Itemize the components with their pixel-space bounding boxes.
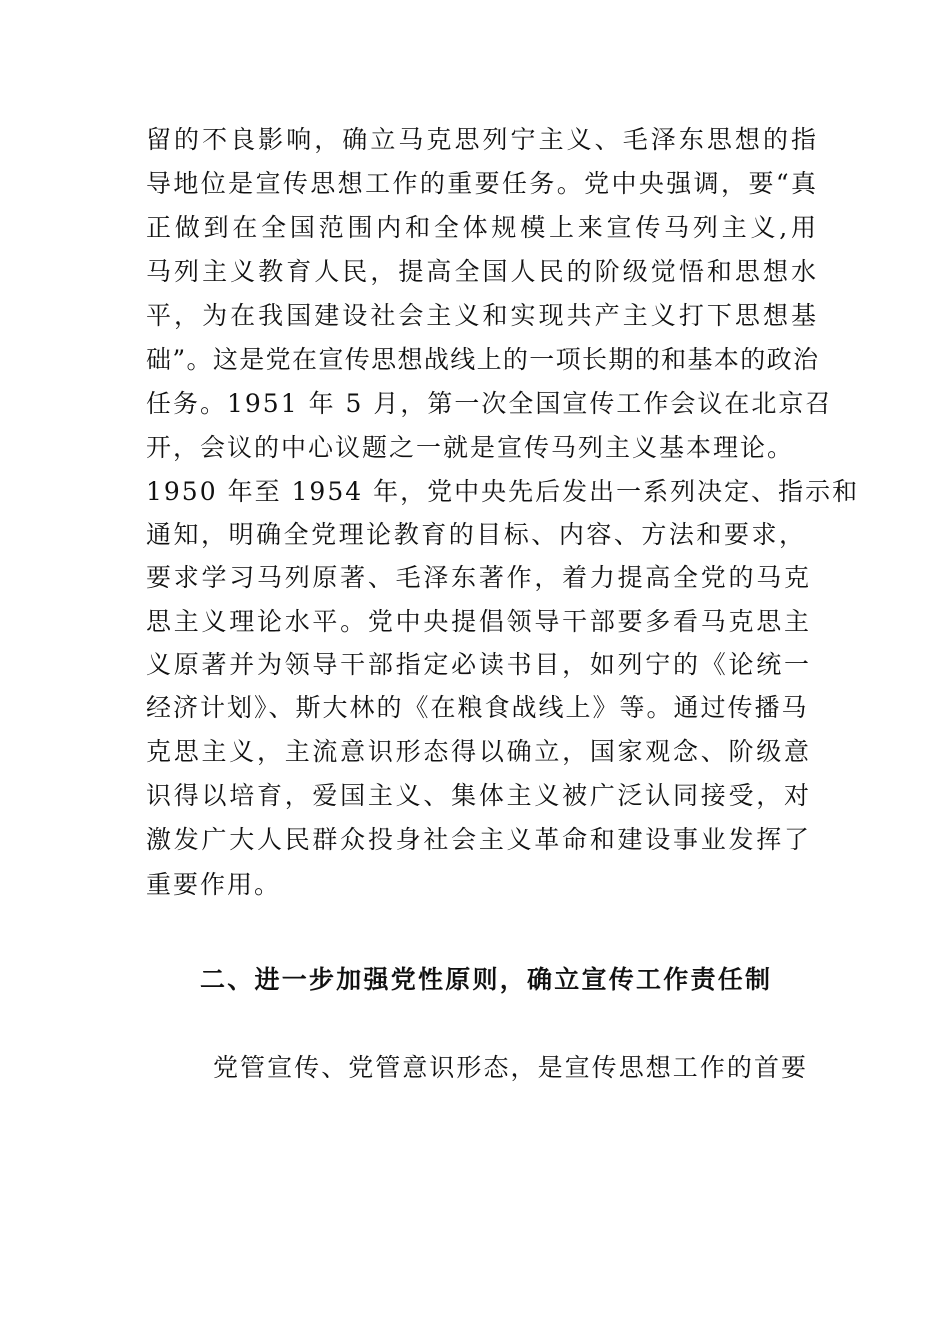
text-line: 要求学习马列原著、毛泽东著作，着力提高全党的马克 bbox=[146, 563, 811, 592]
text-line: 识得以培育，爱国主义、集体主义被广泛认同接受，对 bbox=[146, 781, 811, 810]
text-line: 克思主义，主流意识形态得以确立，国家观念、阶级意 bbox=[146, 737, 811, 766]
paragraph-first-line: 党管宣传、党管意识形态，是宣传思想工作的首要 bbox=[213, 1053, 808, 1082]
text-line: 任务。1951 年 5 月，第一次全国宣传工作会议在北京召 bbox=[146, 389, 833, 418]
text-line: 思主义理论水平。党中央提倡领导干部要多看马克思主 bbox=[146, 607, 811, 636]
text-line: 础”。这是党在宣传思想战线上的一项长期的和基本的政治 bbox=[146, 345, 818, 374]
text-line: 1950 年至 1954 年，党中央先后发出一系列决定、指示和 bbox=[146, 477, 860, 506]
text-line: 通知，明确全党理论教育的目标、内容、方法和要求， bbox=[146, 520, 806, 549]
text-line: 经济计划》、斯大林的《在粮食战线上》等。通过传播马 bbox=[146, 693, 809, 722]
text-line: 马列主义教育人民，提高全国人民的阶级觉悟和思想水 bbox=[146, 257, 818, 286]
text-line: 义原著并为领导干部指定必读书目，如列宁的《论统一 bbox=[146, 650, 811, 679]
section-heading: 二、进一步加强党性原则，确立宣传工作责任制 bbox=[200, 965, 770, 994]
text-line: 留的不良影响，确立马克思列宁主义、毛泽东思想的指 bbox=[146, 125, 818, 154]
text-line: 激发广大人民群众投身社会主义革命和建设事业发挥了 bbox=[146, 825, 811, 854]
text-line: 导地位是宣传思想工作的重要任务。党中央强调，要“真 bbox=[146, 169, 818, 198]
text-line: 重要作用。 bbox=[146, 870, 282, 899]
text-line: 开，会议的中心议题之一就是宣传马列主义基本理论。 bbox=[146, 433, 795, 462]
text-line: 正做到在全国范围内和全体规模上来宣传马列主义,用 bbox=[146, 213, 818, 242]
text-line: 平，为在我国建设社会主义和实现共产主义打下思想基 bbox=[146, 301, 818, 330]
